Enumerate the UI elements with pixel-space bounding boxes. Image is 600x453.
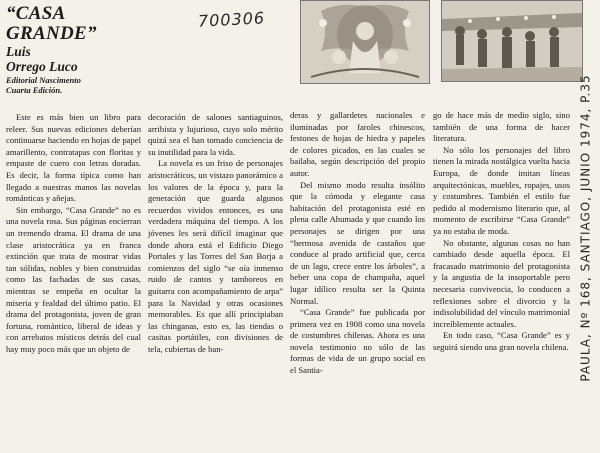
column-1-paragraph-1: Este es más bien un libro para releer. Sus nuevas ediciones deberían continuarse haciendo en hojas de papel amarillento, contratapas con floritas y empaste de cuero con letras doradas. Es decir, la forma típica como han llegado a nuestras manos las novelas románticas y añejas. <box>6 112 141 204</box>
column-4-paragraph-1: go de hace más de medio siglo, sino también de una forma de hacer literatura. <box>433 110 570 144</box>
column-4-paragraph-3: No obstante, algunas cosas no han cambiado desde aquella época. El fracasado matrimonio del protagonista y la angustia de la insoportable pero necesaria convivencia, lo conducen a reflexiones sobre el divorcio y la indisolubilidad del vínculo matrimonial increíblemente actuales. <box>433 237 570 329</box>
column-4-paragraph-2: No sólo los personajes del libro tienen la mirada nostálgica vuelta hacia Europa, de donde imitan líneas arquitectónicas, muebles, ropajes, usos y costumbres. También el estilo fue pedido al modernismo literario que, al momento de escribirse “Casa Grande” ya no estaba de moda. <box>433 144 570 236</box>
article-column-1 <box>6 112 141 355</box>
illustration-dance-scene <box>441 0 583 82</box>
edition: Cuarta Edición. <box>6 85 63 95</box>
column-2-paragraph-2: La novela es un friso de personajes aristocráticos, un vistazo panorámico a los valores de la época y, para la generación que guarda algunos recuerdos vividos entonces, es una verdadera máquina del tiempo. A los jóvenes les será difícil imaginar que donde ahora está el Edificio Diego Portales y las Torres del San Borja a comienzos del siglo “se oía inmenso ruido de cantos y tamboreos en guitarra con acompañamiento de arpa” para la Navidad y otras ocasiones memorables. Es que allí principiaban las chinganas, esto es, las tiendas o casitas portátiles, con divisiones de tela, cubiertas de ban- <box>148 158 283 354</box>
column-4-paragraph-4: En todo caso, “Casa Grande” es y seguirá siendo una gran novela chilena. <box>433 330 570 352</box>
article-column-3 <box>290 110 425 377</box>
article-title: “CASA GRANDE” <box>6 3 97 44</box>
column-1-paragraph-2: Sin embargo, “Casa Grande” no es una novela rosa. Sus páginas encierran un tremendo drama. El drama de una clase aristocrática ya en franca extinción que trata de mostrar vidas tan sólidas, nobles y bien construidas como las fachadas de sus casas, mientras se empeña en ocultar la miseria y fealdad del último patio. El drama del protagonista, joven de gran fortuna, romántico, liberal de ideas y con arrebatos místicos detrás del cual hay muy poco más que un objeto de <box>6 204 141 354</box>
handwritten-source-note <box>575 8 597 448</box>
author-last-name: Orrego Luco <box>6 59 78 74</box>
illustration-figure-vignette <box>300 0 430 84</box>
handwritten-catalog-number: 700306 <box>197 8 266 31</box>
article-column-4 <box>433 110 570 353</box>
column-3-paragraph-2: Del mismo modo resulta insólito que la cómoda y elegante casa habitación del protagonista esté en plena calle Ahumada y que cuando los personajes se dirigen por una “hermosa avenida de castaños que conduce al prado artificial que, cerca de un lago, crece entre los árboles”, a beber una copa de champaña, aquel lugar idílico resulta ser la Quinta Normal. <box>290 179 425 306</box>
author-first-name: Luis <box>6 44 31 59</box>
column-2-paragraph-1: decoración de salones santiaguinos, arribista y lujurioso, cuyo solo mérito quizá sea el han tomado conciencia de su inutilidad para la vida. <box>148 112 283 157</box>
publication-info <box>6 75 81 95</box>
article-column-2 <box>148 112 283 355</box>
source-note-text: PAULA, Nº 168, SANTIAGO, JUNIO 1974, P.35 <box>579 74 594 382</box>
column-3-paragraph-1: deras y gallardetes nacionales e iluminadas por faroles chinescos, festones de hojas de hiedra y papeles de colores picados, en las cuales se bailaba, según descripción del propio autor. <box>290 110 425 178</box>
publisher: Editorial Nascimento <box>6 75 81 85</box>
column-3-paragraph-3: “Casa Grande” fue publicada por primera vez en 1908 como una novela de costumbres chilenas. Ahora es una novela testimonio no sólo de las formas de vida de un grupo social en el Santia- <box>290 307 425 376</box>
article-header <box>6 4 146 74</box>
